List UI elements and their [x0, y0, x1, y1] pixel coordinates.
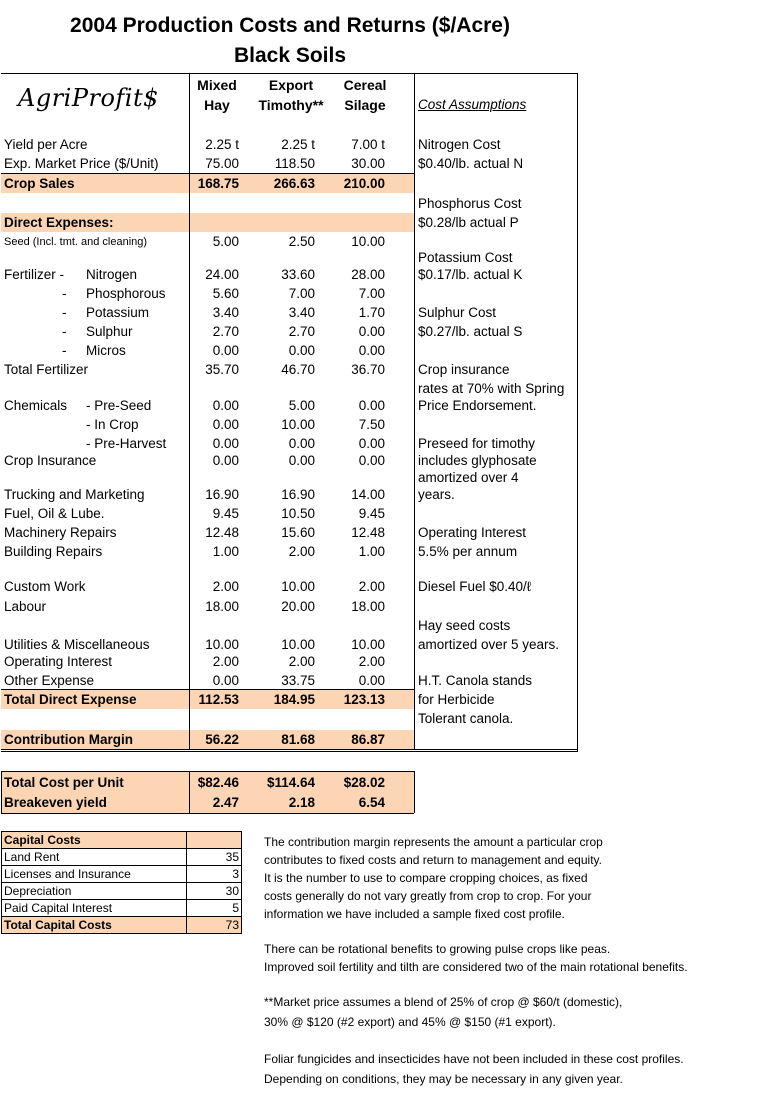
page-title: 2004 Production Costs and Returns ($/Acre): [70, 14, 510, 37]
row-sublabel: Nitrogen: [86, 267, 138, 282]
row-label: Total Fertilizer: [4, 362, 89, 377]
cell-value: 10.00: [205, 637, 239, 652]
col-header-export-timothy: Export Timothy**: [258, 77, 324, 113]
cell-value: 0.00: [288, 343, 315, 358]
cell-value: 2.00: [358, 579, 385, 594]
capital-label: Depreciation: [2, 883, 187, 900]
table-row: [2, 883, 242, 900]
row-label: Fuel, Oil & Lube.: [4, 506, 105, 521]
cell-value: 33.60: [281, 267, 315, 282]
unit-row-label: Total Cost per Unit: [4, 775, 124, 790]
unit-cell-value: $114.64: [266, 775, 315, 790]
row-label: Exp. Market Price ($/Unit): [4, 156, 159, 171]
note-line: It is the number to use to compare cropping choices, as fixed: [264, 871, 588, 885]
table-row: [2, 866, 242, 883]
assumption-line: Operating Interest: [418, 525, 527, 540]
row-sublabel: Sulphur: [86, 324, 133, 339]
assumption-line: Price Endorsement.: [418, 398, 537, 413]
assumption-line: includes glyphosate: [418, 453, 537, 468]
capital-label: Land Rent: [2, 849, 187, 866]
cell-value: 2.00: [212, 654, 239, 669]
cell-value: 5.00: [288, 398, 315, 413]
cell-value: 7.00 t: [351, 137, 385, 152]
row-label: Building Repairs: [4, 544, 103, 559]
unit-row-label: Breakeven yield: [4, 795, 107, 810]
row-label: -: [62, 286, 67, 301]
cell-value: 30.00: [351, 156, 385, 171]
cell-value: 184.95: [273, 692, 315, 707]
capital-label: Paid Capital Interest: [2, 900, 187, 917]
capital-header-value: [187, 832, 242, 849]
cell-value: 5.60: [212, 286, 239, 301]
capital-costs-table: [1, 831, 242, 934]
cell-value: 2.25 t: [205, 137, 239, 152]
cell-value: 2.70: [288, 324, 315, 339]
assumption-line: Hay seed costs: [418, 618, 511, 633]
assumption-line: Preseed for timothy: [418, 436, 536, 451]
table-row: [2, 849, 242, 866]
cell-value: 210.00: [343, 176, 385, 191]
cell-value: 36.70: [351, 362, 385, 377]
cell-value: 10.00: [281, 417, 315, 432]
cell-value: 5.00: [212, 234, 239, 249]
row-label: Other Expense: [4, 673, 95, 688]
note-line: 30% @ $120 (#2 export) and 45% @ $150 (#1 export).: [264, 1015, 556, 1029]
agriprofit-logo: AgriProfit$: [18, 84, 159, 112]
cell-value: 7.00: [288, 286, 315, 301]
cell-value: 3.40: [288, 305, 315, 320]
col-header-mixed-hay: Mixed Hay: [197, 77, 237, 113]
row-label: Trucking and Marketing: [4, 487, 145, 502]
row-label: Utilities & Miscellaneous: [4, 637, 150, 652]
total-direct-rule: [1, 689, 414, 690]
capital-total-label: Total Capital Costs: [2, 917, 187, 934]
cell-value: 10.50: [281, 506, 315, 521]
cell-value: 3.40: [212, 305, 239, 320]
cell-value: 1.00: [358, 544, 385, 559]
cell-value: 266.63: [273, 176, 315, 191]
cell-value: 18.00: [351, 599, 385, 614]
cell-value: 2.70: [212, 324, 239, 339]
cell-value: 16.90: [281, 487, 315, 502]
cell-value: 0.00: [358, 343, 385, 358]
cell-value: 2.00: [212, 579, 239, 594]
note-line: Improved soil fertility and tilth are considered two of the main rotational benefits.: [264, 960, 688, 974]
unit-table-bottom: [1, 813, 414, 814]
cell-value: 1.00: [212, 544, 239, 559]
col-header-cereal-silage: Cereal Silage: [343, 77, 387, 113]
cell-value: 7.50: [358, 417, 385, 432]
capital-total-value: 73: [187, 917, 242, 934]
table-bottom-border: [1, 749, 578, 750]
assumption-line: $0.28/lb actual P: [418, 215, 519, 230]
cell-value: 0.00: [358, 324, 385, 339]
row-sublabel: - Pre-Harvest: [86, 436, 167, 451]
row-label: Contribution Margin: [4, 732, 133, 747]
row-label: Crop Sales: [4, 176, 75, 191]
cell-value: 33.75: [281, 673, 315, 688]
cell-value: 9.45: [358, 506, 385, 521]
cell-value: 15.60: [281, 525, 315, 540]
note-line: Foliar fungicides and insecticides have not been included in these cost profiles.: [264, 1052, 684, 1066]
assumption-line: 5.5% per annum: [418, 544, 518, 559]
table-row: [2, 900, 242, 917]
row-label: -: [62, 324, 67, 339]
note-line: There can be rotational benefits to growing pulse crops like peas.: [264, 942, 611, 956]
assumption-line: for Herbicide: [418, 692, 495, 707]
row-label: Fertilizer -: [4, 267, 64, 282]
row-sublabel: - In Crop: [86, 417, 139, 432]
table-top-border: [1, 73, 578, 74]
cell-value: 0.00: [212, 436, 239, 451]
cell-value: 0.00: [212, 417, 239, 432]
cell-value: 10.00: [281, 579, 315, 594]
unit-cell-value: 6.54: [358, 795, 385, 810]
capital-value: 5: [187, 900, 242, 917]
cell-value: 86.87: [351, 732, 385, 747]
capital-header: Capital Costs: [2, 832, 187, 849]
row-label: Chemicals: [4, 398, 68, 413]
assumption-line: Diesel Fuel $0.40/ℓ: [418, 579, 532, 594]
row-label: -: [62, 305, 67, 320]
capital-value: 3: [187, 866, 242, 883]
assumption-line: Potassium Cost: [418, 250, 513, 265]
assumption-line: Crop insurance: [418, 362, 510, 377]
cell-value: 20.00: [281, 599, 315, 614]
cell-value: 0.00: [212, 398, 239, 413]
assumption-line: $0.40/lb. actual N: [418, 156, 524, 171]
cell-value: 10.00: [351, 234, 385, 249]
cell-value: 2.25 t: [281, 137, 315, 152]
cell-value: 168.75: [197, 176, 239, 191]
row-label: Crop Insurance: [4, 453, 97, 468]
assumption-line: H.T. Canola stands: [418, 673, 533, 688]
assumption-line: Phosphorus Cost: [418, 196, 522, 211]
cell-value: 112.53: [198, 692, 239, 707]
cell-value: 0.00: [212, 343, 239, 358]
cell-value: 2.50: [288, 234, 315, 249]
cell-value: 16.90: [205, 487, 239, 502]
cell-value: 0.00: [212, 453, 239, 468]
note-line: Depending on conditions, they may be necessary in any given year.: [264, 1072, 623, 1086]
cell-value: 46.70: [281, 362, 315, 377]
capital-label: Licenses and Insurance: [2, 866, 187, 883]
unit-table-left: [1, 771, 2, 813]
assumption-line: Nitrogen Cost: [418, 137, 501, 152]
row-label: Direct Expenses:: [4, 215, 114, 230]
cell-value: 0.00: [288, 436, 315, 451]
cell-value: 2.00: [288, 544, 315, 559]
cell-value: 0.00: [358, 673, 385, 688]
cell-value: 1.70: [358, 305, 385, 320]
cell-value: 2.00: [358, 654, 385, 669]
capital-value: 30: [187, 883, 242, 900]
note-line: costs generally do not vary greatly from crop to crop. For your: [264, 889, 592, 903]
table-row: [2, 917, 242, 934]
cell-value: 9.45: [212, 506, 239, 521]
assumption-line: amortized over 4: [418, 470, 519, 485]
crop-sales-rule: [1, 173, 414, 174]
assumption-line: Sulphur Cost: [418, 305, 497, 320]
row-sublabel: Micros: [86, 343, 126, 358]
cell-value: 0.00: [288, 453, 315, 468]
row-sublabel: - Pre-Seed: [86, 398, 152, 413]
cell-value: 81.68: [281, 732, 315, 747]
table-right-border: [577, 73, 578, 751]
assumption-line: amortized over 5 years.: [418, 637, 560, 652]
assumption-line: $0.27/lb. actual S: [418, 324, 523, 339]
cell-value: 35.70: [205, 362, 239, 377]
cell-value: 75.00: [205, 156, 239, 171]
cell-value: 7.00: [358, 286, 385, 301]
divider-col4: [414, 73, 415, 750]
cell-value: 18.00: [205, 599, 239, 614]
row-label: Yield per Acre: [4, 137, 88, 152]
cell-value: 2.00: [288, 654, 315, 669]
unit-cell-value: $28.02: [343, 775, 385, 790]
cell-value: 123.13: [343, 692, 385, 707]
unit-table-top: [1, 771, 414, 772]
cell-value: 12.48: [205, 525, 239, 540]
cell-value: 56.22: [205, 732, 239, 747]
row-label: -: [62, 343, 67, 358]
assumption-line: years.: [418, 487, 455, 502]
cell-value: 24.00: [205, 267, 239, 282]
cell-value: 28.00: [351, 267, 385, 282]
cell-value: 0.00: [358, 436, 385, 451]
cell-value: 14.00: [351, 487, 385, 502]
row-sublabel: Potassium: [86, 305, 150, 320]
page-subtitle: Black Soils: [233, 44, 347, 67]
assumption-line: $0.17/lb. actual K: [418, 267, 523, 282]
cell-value: 10.00: [351, 637, 385, 652]
cell-value: 12.48: [351, 525, 385, 540]
cell-value: 0.00: [358, 453, 385, 468]
unit-cell-value: 2.18: [288, 795, 315, 810]
row-label: Operating Interest: [4, 654, 113, 669]
row-label: Total Direct Expense: [4, 692, 137, 707]
note-line: The contribution margin represents the amount a particular crop: [264, 835, 603, 849]
note-line: contributes to fixed costs and return to management and equity.: [264, 853, 602, 867]
row-label: Labour: [4, 599, 47, 614]
unit-cell-value: $82.46: [197, 775, 239, 790]
cell-value: 0.00: [358, 398, 385, 413]
row-label: Machinery Repairs: [4, 525, 117, 540]
capital-value: 35: [187, 849, 242, 866]
cell-value: 118.50: [274, 156, 315, 171]
row-sublabel: Phosphorous: [86, 286, 166, 301]
cell-value: 0.00: [212, 673, 239, 688]
unit-table-right: [414, 771, 415, 813]
row-label: Custom Work: [4, 579, 86, 594]
note-line: **Market price assumes a blend of 25% of crop @ $60/t (domestic),: [264, 995, 623, 1009]
cost-assumptions-header: Cost Assumptions: [418, 97, 527, 112]
unit-cell-value: 2.47: [212, 795, 239, 810]
assumption-line: Tolerant canola.: [418, 711, 514, 726]
row-label: Seed (Incl. tmt. and cleaning): [4, 236, 148, 248]
table-bottom-border2: [1, 751, 578, 752]
assumption-line: rates at 70% with Spring: [418, 381, 565, 396]
note-line: information we have included a sample fixed cost profile.: [264, 907, 565, 921]
cell-value: 10.00: [281, 637, 315, 652]
